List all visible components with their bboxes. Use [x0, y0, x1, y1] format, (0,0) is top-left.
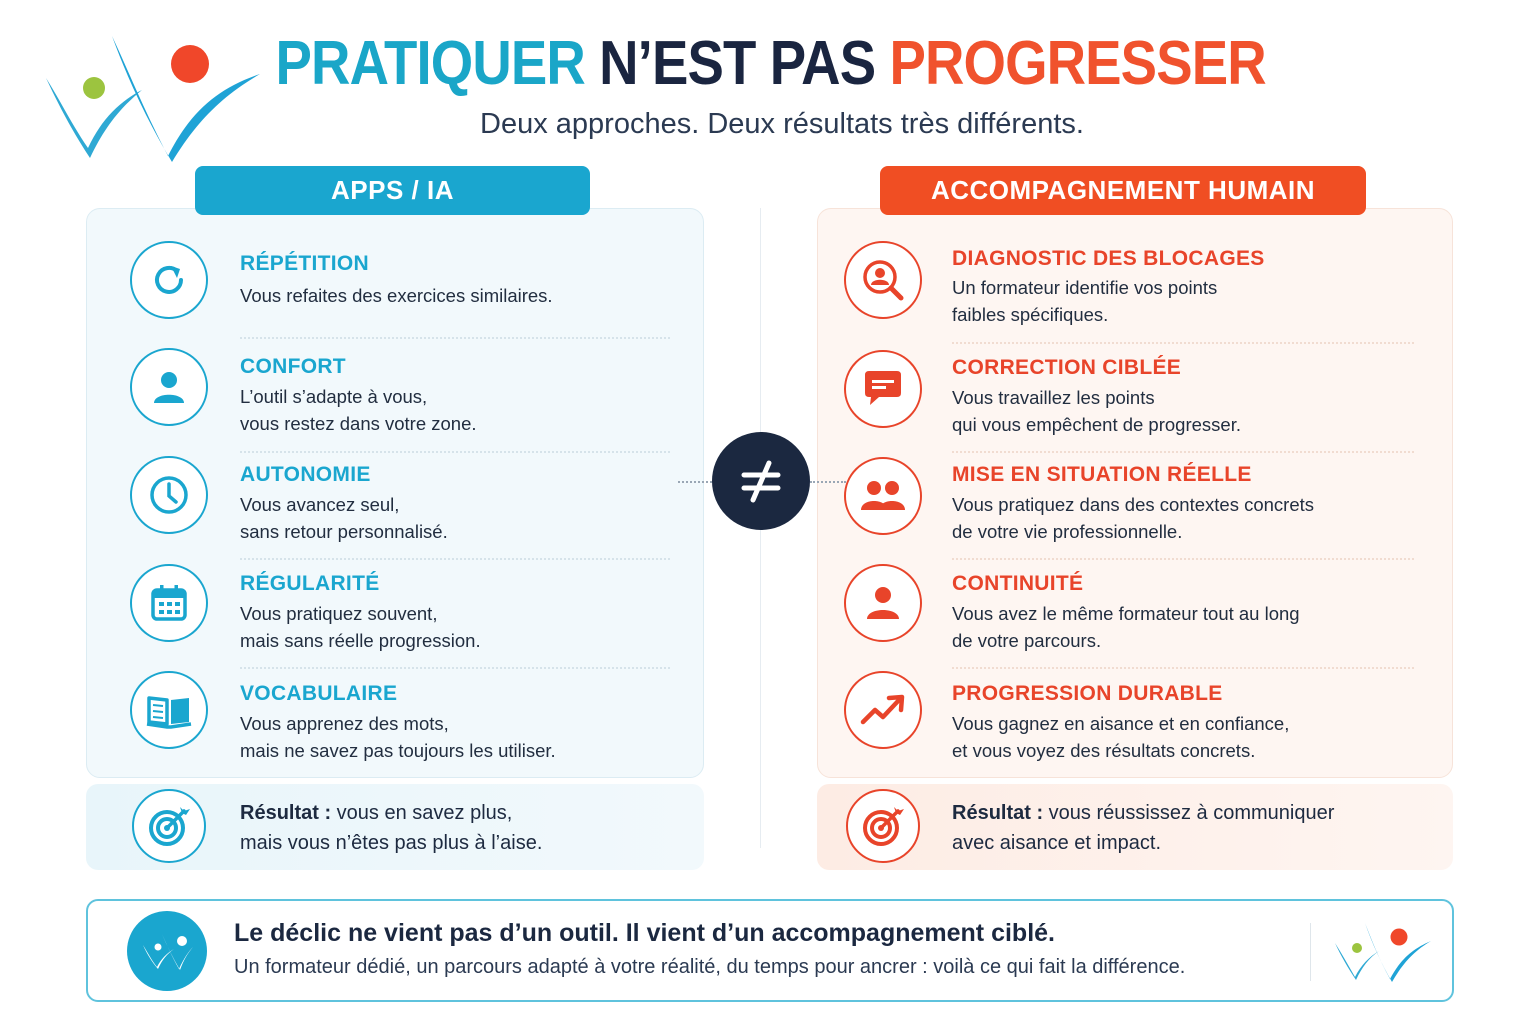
- divider: [952, 451, 1414, 453]
- target-icon: [846, 789, 920, 863]
- title-part-progress: PROGRESSER: [889, 29, 1266, 98]
- calendar-icon: [130, 564, 208, 642]
- brand-logo: [1333, 921, 1433, 983]
- item-desc: Vous pratiquez dans des contextes concrets de votre vie professionnelle.: [952, 494, 1314, 542]
- clock-icon: [130, 456, 208, 534]
- item-title: AUTONOMIE: [240, 463, 371, 486]
- footer-divider: [1310, 923, 1311, 981]
- result-line1: vous en savez plus,: [331, 802, 513, 824]
- apps-result-text: [240, 798, 542, 858]
- divider: [240, 558, 670, 560]
- footer-logo-badge: [127, 911, 207, 991]
- user-icon: [844, 564, 922, 642]
- not-equal-icon: [735, 455, 787, 507]
- trend-up-icon: [844, 671, 922, 749]
- connector-dots-left: [678, 481, 712, 483]
- item-desc: Vous pratiquez souvent, mais sans réelle progression.: [240, 603, 481, 651]
- human-result-text: [952, 798, 1334, 858]
- item-desc: L’outil s’adapte à vous, vous restez dans votre zone.: [240, 386, 477, 434]
- divider: [240, 667, 670, 669]
- page-subtitle: Deux approches. Deux résultats très différents.: [480, 108, 1084, 140]
- item-title: CORRECTION CIBLÉE: [952, 356, 1182, 379]
- item-title: VOCABULAIRE: [240, 682, 398, 705]
- group-icon: [844, 457, 922, 535]
- book-icon: [130, 671, 208, 749]
- item-desc: Vous avez le même formateur tout au long de votre parcours.: [952, 603, 1300, 651]
- connector-dots-right: [810, 481, 846, 483]
- divider: [952, 558, 1414, 560]
- item-desc: Vous avancez seul, sans retour personnalisé.: [240, 494, 448, 542]
- title-part-practice: PRATIQUER: [275, 29, 585, 98]
- user-icon: [130, 348, 208, 426]
- item-desc: Vous refaites des exercices similaires.: [240, 285, 553, 306]
- item-title: DIAGNOSTIC DES BLOCAGES: [952, 247, 1265, 270]
- item-title: CONFORT: [240, 355, 346, 378]
- item-title: CONTINUITÉ: [952, 572, 1084, 595]
- target-icon: [132, 789, 206, 863]
- item-desc: Un formateur identifie vos points faibles spécifiques.: [952, 277, 1218, 325]
- chat-icon: [844, 350, 922, 428]
- divider: [240, 451, 670, 453]
- item-title: RÉPÉTITION: [240, 252, 370, 275]
- human-tab: ACCOMPAGNEMENT HUMAIN: [880, 166, 1366, 215]
- item-title: PROGRESSION DURABLE: [952, 682, 1223, 705]
- title-part-is-not: N’EST PAS: [599, 29, 876, 98]
- footer-subtitle: Un formateur dédié, un parcours adapté à votre réalité, du temps pour ancrer : voilà ce qui fait la différence.: [234, 956, 1186, 978]
- item-desc: Vous travaillez les points qui vous empêchent de progresser.: [952, 387, 1241, 435]
- result-line2: mais vous n’êtes pas plus à l’aise.: [240, 832, 543, 854]
- result-label: Résultat :: [240, 802, 332, 824]
- not-equal-badge: [712, 432, 810, 530]
- item-title: MISE EN SITUATION RÉELLE: [952, 463, 1252, 486]
- item-title: RÉGULARITÉ: [240, 572, 380, 595]
- result-line1: vous réussissez à communiquer: [1043, 802, 1335, 824]
- result-line2: avec aisance et impact.: [952, 832, 1161, 854]
- item-desc: Vous apprenez des mots, mais ne savez pas toujours les utiliser.: [240, 713, 556, 761]
- brand-logo-icon: [140, 931, 194, 971]
- result-label: Résultat :: [952, 802, 1044, 824]
- page-title: [95, 28, 1447, 99]
- divider: [952, 342, 1414, 344]
- refresh-icon: [130, 241, 208, 319]
- divider: [952, 667, 1414, 669]
- footer-title: Le déclic ne vient pas d’un outil. Il vient d’un accompagnement ciblé.: [234, 919, 1055, 947]
- divider: [240, 337, 670, 339]
- diagnostic-icon: [844, 241, 922, 319]
- apps-tab: APPS / IA: [195, 166, 590, 215]
- footer-banner: [86, 899, 1454, 1002]
- item-desc: Vous gagnez en aisance et en confiance, et vous voyez des résultats concrets.: [952, 713, 1290, 761]
